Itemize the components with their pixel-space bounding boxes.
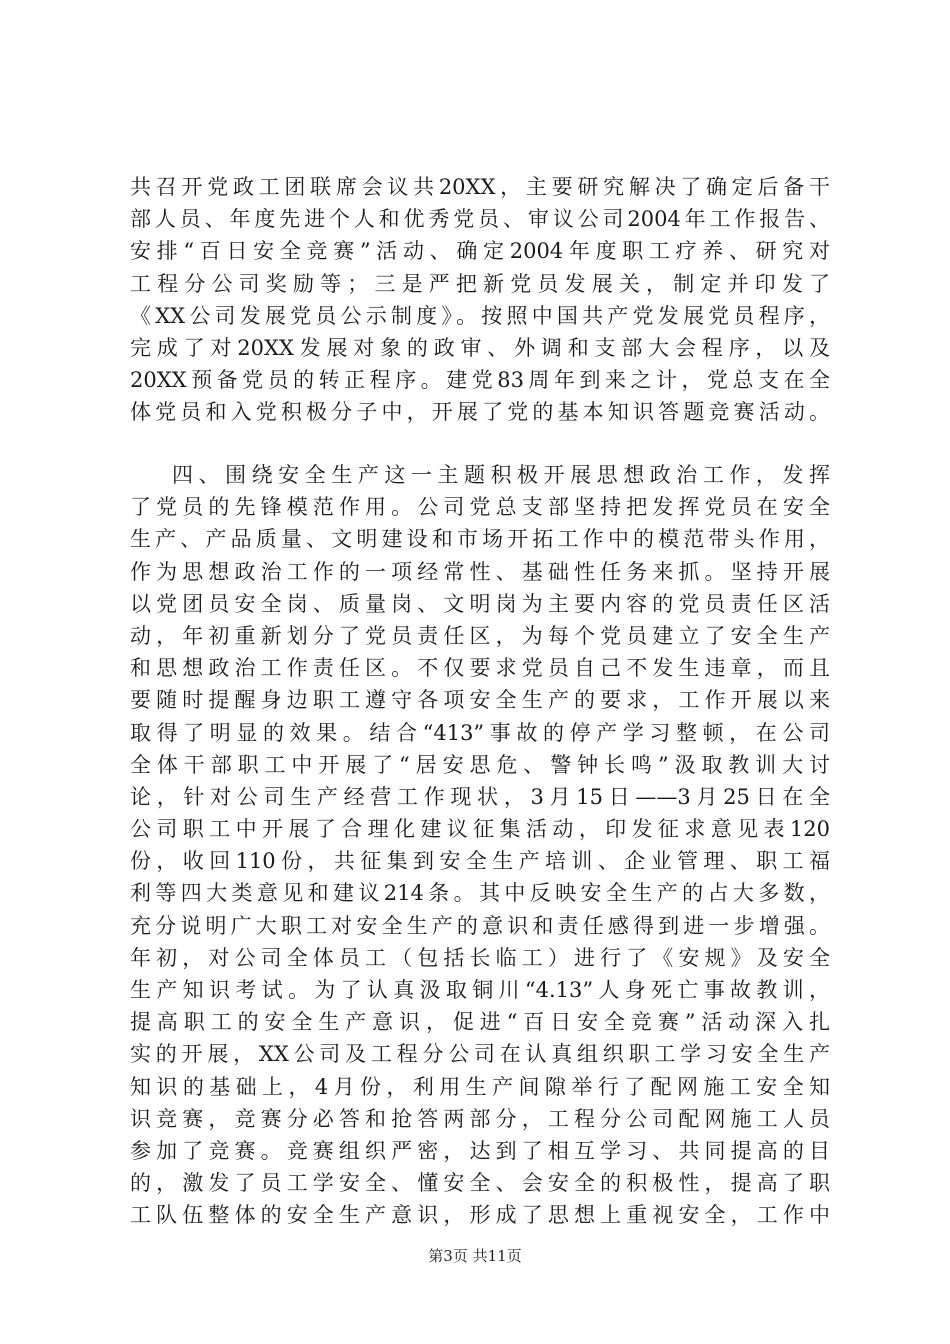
text-line: 充分说明广大职工对安全生产的意识和责任感得到进一步增强。: [130, 913, 830, 938]
text-line: 工程分公司奖励等；三是严把新党员发展关，制定并印发了: [130, 271, 830, 296]
text-line: 20XX预备党员的转正程序。建党83周年到来之计，党总支在全: [130, 368, 830, 393]
text-line: 四、围绕安全生产这一主题积极开展思想政治工作，发挥: [172, 463, 830, 487]
text-line: 以党团员安全岗、质量岗、文明岗为主要内容的党员责任区活: [130, 591, 830, 616]
text-line: 识竞赛，竞赛分必答和抢答两部分，工程分公司配网施工人员: [130, 1106, 830, 1131]
text-line: 份，收回110份，共征集到安全生产培训、企业管理、职工福: [130, 849, 830, 874]
text-line: 完成了对20XX发展对象的政审、外调和支部大会程序，以及: [130, 335, 830, 360]
page-number: 第3页 共11页: [428, 1247, 522, 1265]
text-line: 要随时提醒身边职工遵守各项安全生产的要求，工作开展以来: [130, 688, 830, 713]
text-line: 生产、产品质量、文明建设和市场开拓工作中的模范带头作用，: [130, 527, 830, 552]
text-line: 动，年初重新划分了党员责任区，为每个党员建立了安全生产: [130, 623, 830, 648]
text-line: 部人员、年度先进个人和优秀党员、审议公司2004年工作报告、: [130, 207, 830, 232]
paragraph-1: [130, 171, 830, 429]
text-line: 作为思想政治工作的一项经常性、基础性任务来抓。坚持开展: [130, 559, 830, 584]
text-line: 利等四大类意见和建议214条。其中反映安全生产的占大多数，: [130, 881, 830, 906]
text-line: 安排“百日安全竞赛”活动、确定2004年度职工疗养、研究对: [130, 239, 830, 264]
text-line: 全体干部职工中开展了“居安思危、警钟长鸣”汲取教训大讨: [130, 752, 830, 777]
text-line: 公司职工中开展了合理化建议征集活动，印发征求意见表120: [130, 817, 830, 842]
text-line: 参加了竞赛。竞赛组织严密，达到了相互学习、共同提高的目: [130, 1138, 830, 1163]
text-line: 年初，对公司全体员工（包括长临工）进行了《安规》及安全: [130, 945, 830, 970]
text-line: 工队伍整体的安全生产意识，形成了思想上重视安全，工作中: [130, 1203, 830, 1228]
text-line: 的，激发了员工学安全、懂安全、会安全的积极性，提高了职: [130, 1171, 830, 1196]
text-line: 了党员的先锋模范作用。公司党总支部坚持把发挥党员在安全: [130, 495, 830, 520]
text-line: 《XX公司发展党员公示制度》。按照中国共产党发展党员程序，: [130, 303, 830, 328]
text-line: 实的开展，XX公司及工程分公司在认真组织职工学习安全生产: [130, 1042, 830, 1067]
text-line: 提高职工的安全生产意识，促进“百日安全竞赛”活动深入扎: [130, 1010, 830, 1035]
text-line: 体党员和入党积极分子中，开展了党的基本知识答题竞赛活动。: [130, 400, 830, 425]
text-line: 取得了明显的效果。结合“413”事故的停产学习整顿，在公司: [130, 720, 830, 745]
text-line: 知识的基础上，4月份，利用生产间隙举行了配网施工安全知: [130, 1074, 830, 1099]
paragraph-2: [130, 459, 830, 1232]
text-line: 生产知识考试。为了认真汲取铜川“4.13”人身死亡事故教训，: [130, 978, 830, 1002]
page-footer: [0, 1245, 950, 1266]
text-line: 和思想政治工作责任区。不仅要求党员自己不发生违章，而且: [130, 656, 830, 681]
text-line: 论，针对公司生产经营工作现状，3月15日——3月25日在全: [130, 784, 830, 809]
text-line: 共召开党政工团联席会议共20XX，主要研究解决了确定后备干: [130, 175, 830, 199]
